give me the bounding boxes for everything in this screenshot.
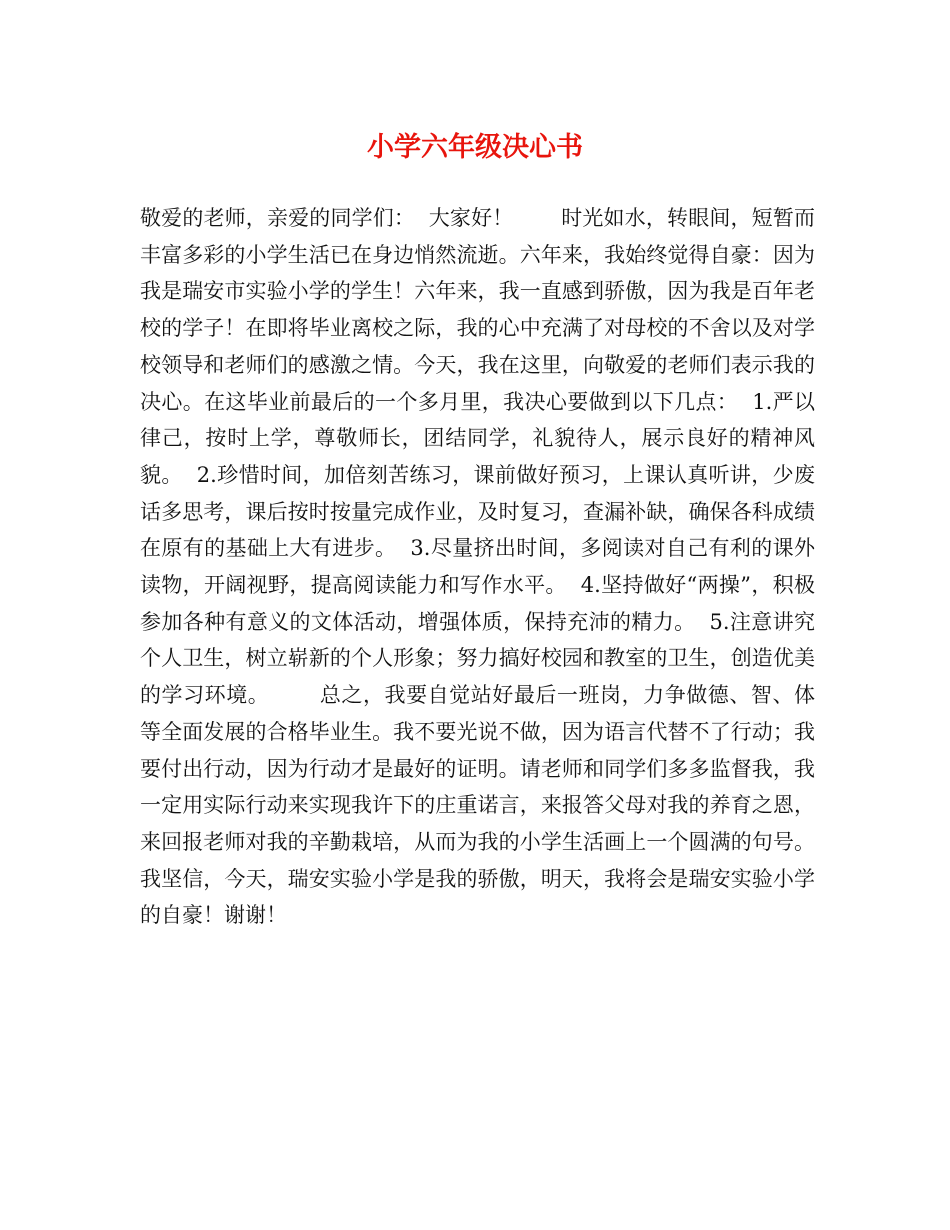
document-title: 小学六年级决心书 [367, 132, 583, 163]
document-body: 敬爱的老师，亲爱的同学们： 大家好！ 时光如水，转眼间，短暂而丰富多彩的小学生活已在身边悄然流逝。六年来，我始终觉得自豪：因为我是瑞安市实验小学的学生！六年来，我一直感到骄傲，因为我是百年老校的学子！在即将毕业离校之际，我的心中充满了对母校的不舍以及对学校领导和老师们的感激之情。今天，我在这里，向敬爱的老师们表示我的决心。在这毕业前最后的一个多月里，我决心要做到以下几点： 1.严以律己，按时上学，尊敬师长，团结同学，礼貌待人，展示良好的精神风貌。 2.珍惜时间，加倍刻苦练习，课前做好预习，上课认真听讲，少废话多思考，课后按时按量完成作业，及时复习，查漏补缺，确保各科成绩在原有的基础上大有进步。 3.尽量挤出时间，多阅读对自己有利的课外读物，开阔视野，提高阅读能力和写作水平。 4.坚持做好“两操”，积极参加各种有意义的文体活动，增强体质，保持充沛的精力。 5.注意讲究个人卫生，树立崭新的个人形象；努力搞好校园和教室的卫生，创造优美的学习环境。 总之，我要自觉站好最后一班岗，力争做德、智、体等全面发展的合格毕业生。我不要光说不做，因为语言代替不了行动；我要付出行动，因为行动才是最好的证明。请老师和同学们多多监督我，我一定用实际行动来实现我许下的庄重诺言，来报答父母对我的养育之恩，来回报老师对我的辛勤栽培，从而为我的小学生活画上一个圆满的句号。我坚信，今天，瑞安实验小学是我的骄傲，明天，我将会是瑞安实验小学的自豪！谢谢！ [140, 206, 815, 928]
